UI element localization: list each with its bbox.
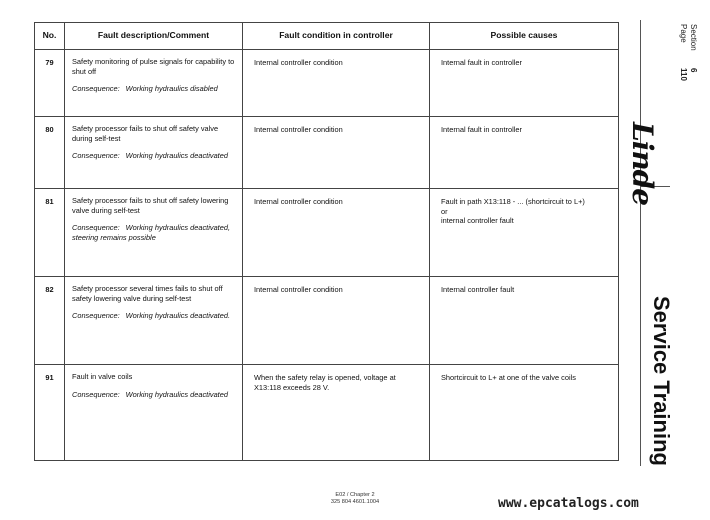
fault-condition: Internal controller condition bbox=[254, 58, 343, 67]
fault-description: Safety processor fails to shut off safety lowering valve during self-test bbox=[72, 196, 229, 215]
table-row bbox=[35, 50, 619, 117]
possible-cause: internal controller fault bbox=[441, 216, 514, 226]
footer-chapter: E02 / Chapter 2 bbox=[335, 492, 375, 498]
fault-number-cell bbox=[35, 277, 65, 365]
page-value: 110 bbox=[679, 68, 688, 81]
fault-description: Safety monitoring of pulse signals for capability to shut off bbox=[72, 57, 235, 76]
fault-condition: Internal controller condition bbox=[254, 285, 343, 294]
description-cell bbox=[65, 189, 243, 277]
consequence-label: Consequence: bbox=[72, 84, 120, 94]
possible-cause: Internal fault in controller bbox=[441, 58, 522, 67]
sidebar-divider bbox=[640, 20, 641, 466]
possible-cause: Fault in path X13:118 - ... (shortcircuit to L+) bbox=[441, 197, 585, 206]
consequence-text: Working hydraulics deactivated. bbox=[125, 311, 231, 321]
fault-number-cell bbox=[35, 189, 65, 277]
condition-cell bbox=[243, 50, 430, 117]
fault-number-cell bbox=[35, 50, 65, 117]
causes-cell bbox=[430, 365, 619, 461]
causes-cell bbox=[430, 117, 619, 189]
fault-condition: Internal controller condition bbox=[254, 197, 343, 206]
causes-cell bbox=[430, 50, 619, 117]
fault-number: 81 bbox=[45, 197, 54, 206]
header-causes: Possible causes bbox=[430, 23, 619, 50]
header-no: No. bbox=[35, 23, 65, 50]
footer-doc-number: 325 804 4601.1004 bbox=[330, 499, 380, 505]
causes-cell bbox=[430, 277, 619, 365]
consequence-text: Working hydraulics disabled bbox=[125, 84, 218, 94]
possible-cause: Internal controller fault bbox=[441, 285, 515, 294]
consequence-label: Consequence: bbox=[72, 223, 120, 233]
table-row bbox=[35, 117, 619, 189]
fault-number-cell bbox=[35, 117, 65, 189]
table-row bbox=[35, 365, 619, 461]
condition-cell bbox=[243, 365, 430, 461]
fault-number: 82 bbox=[45, 285, 54, 294]
table-row bbox=[35, 277, 619, 365]
consequence bbox=[72, 311, 236, 321]
description-cell bbox=[65, 50, 243, 117]
fault-table bbox=[34, 22, 619, 461]
page-row bbox=[678, 24, 688, 81]
fault-description: Fault in valve coils bbox=[72, 372, 133, 381]
section-value: 6 bbox=[689, 68, 698, 73]
condition-cell bbox=[243, 117, 430, 189]
linde-logo: Linde bbox=[626, 122, 659, 206]
consequence bbox=[72, 84, 236, 94]
consequence bbox=[72, 390, 236, 400]
consequence-text: Working hydraulics deactivated bbox=[125, 151, 228, 161]
consequence bbox=[72, 223, 236, 242]
fault-condition: When the safety relay is opened, voltage at X13:118 exceeds 28 V. bbox=[254, 373, 396, 392]
fault-number: 79 bbox=[45, 58, 54, 67]
causes-cell bbox=[430, 189, 619, 277]
fault-number: 80 bbox=[45, 125, 54, 134]
section-page-info bbox=[678, 24, 698, 81]
consequence-label: Consequence: bbox=[72, 389, 120, 399]
table-header-row bbox=[35, 23, 619, 50]
consequence bbox=[72, 151, 236, 161]
possible-cause: Internal fault in controller bbox=[441, 125, 522, 134]
fault-condition: Internal controller condition bbox=[254, 125, 343, 134]
document-title: Service Training bbox=[649, 296, 674, 466]
table-row bbox=[35, 189, 619, 277]
header-condition: Fault condition in controller bbox=[243, 23, 430, 50]
page-label: Page bbox=[679, 24, 688, 43]
section-row bbox=[688, 24, 698, 81]
fault-description: Safety processor several times fails to shut off safety lowering valve during self-test bbox=[72, 284, 223, 303]
watermark: www.epcatalogs.com bbox=[498, 496, 639, 511]
condition-cell bbox=[243, 189, 430, 277]
description-cell bbox=[65, 277, 243, 365]
fault-number: 91 bbox=[45, 373, 54, 382]
consequence-label: Consequence: bbox=[72, 151, 120, 161]
description-cell bbox=[65, 365, 243, 461]
consequence-text: Working hydraulics deactivated bbox=[125, 389, 228, 399]
fault-description: Safety processor fails to shut off safety valve during self-test bbox=[72, 124, 219, 143]
possible-cause: Shortcircuit to L+ at one of the valve coils bbox=[441, 373, 576, 382]
condition-cell bbox=[243, 277, 430, 365]
consequence-text: Working hydraulics deactivated, steering remains possible bbox=[72, 223, 231, 242]
consequence-label: Consequence: bbox=[72, 311, 120, 321]
fault-number-cell bbox=[35, 365, 65, 461]
possible-cause-or: or bbox=[441, 206, 448, 216]
section-label: Section bbox=[689, 24, 698, 51]
description-cell bbox=[65, 117, 243, 189]
header-description: Fault description/Comment bbox=[65, 23, 243, 50]
